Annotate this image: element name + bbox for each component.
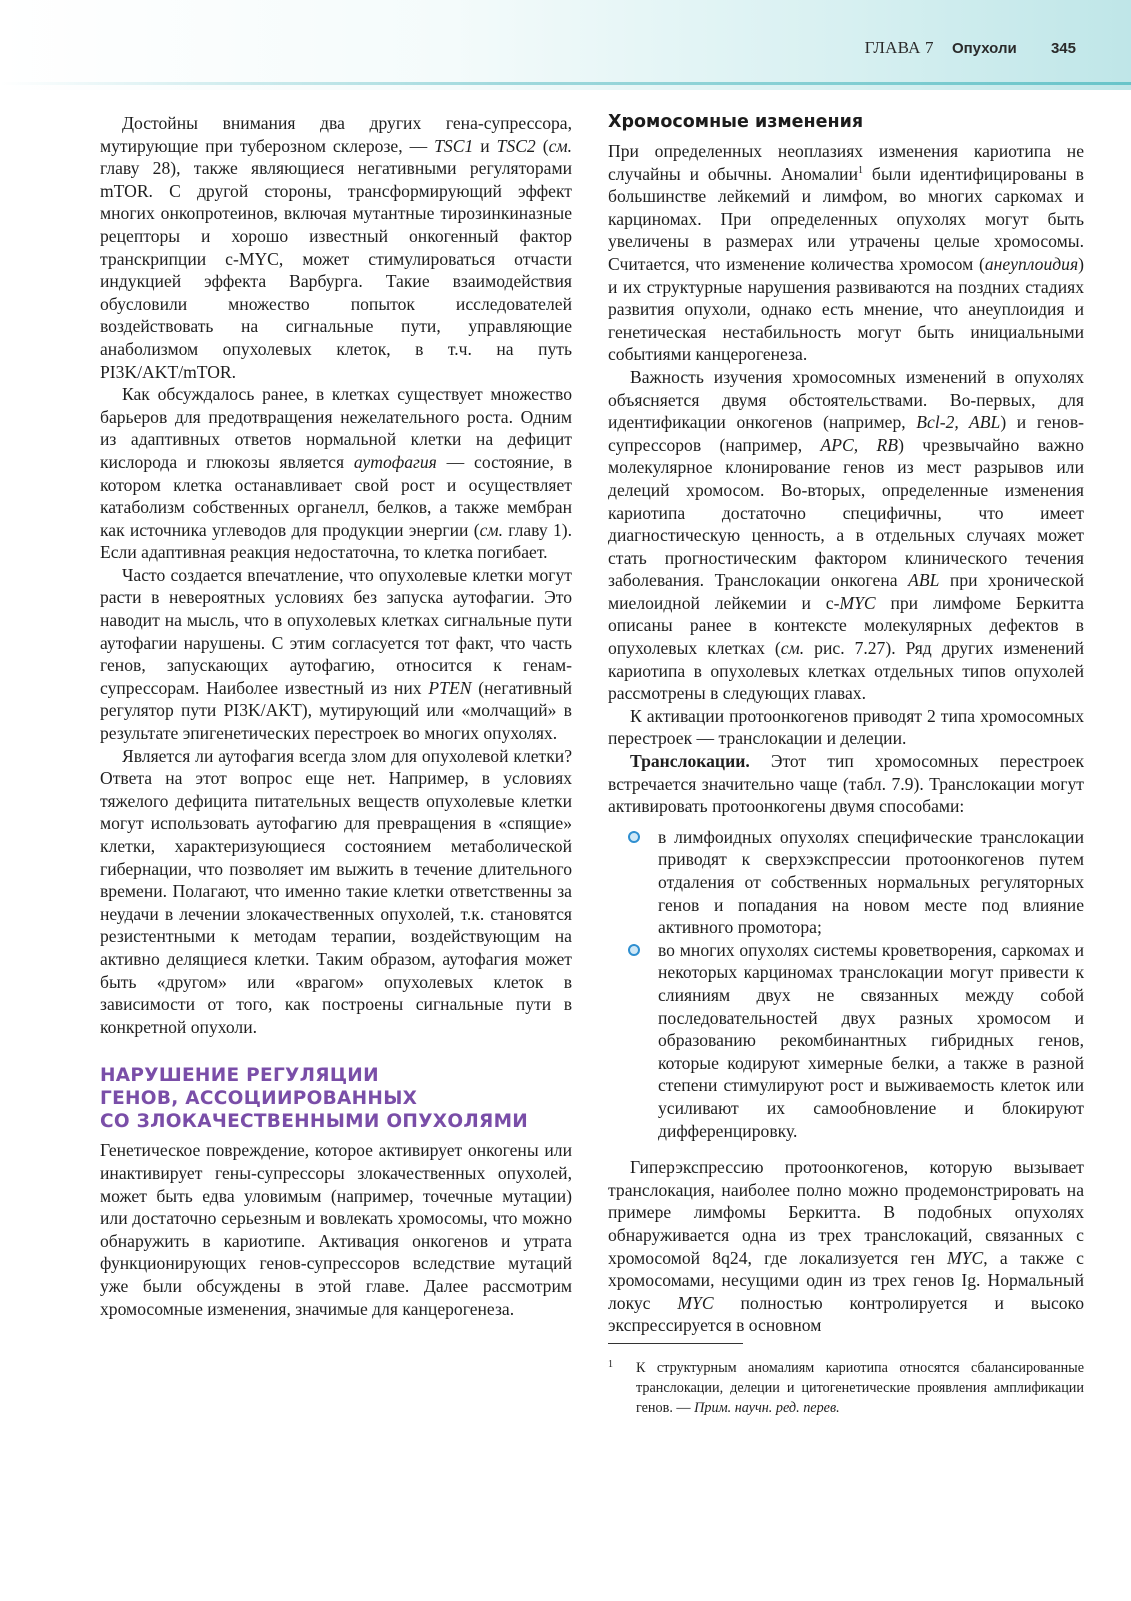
list-item-text: в лимфоидных опухолях специфические транслокации приводят к сверхэкспрессии протоонкогенов путем отдаления от собственных нормальных регуляторных генов и попадания на новом месте под влияние активного промотора;	[658, 826, 1084, 938]
paragraph: Часто создается впечатление, что опухолевые клетки могут расти в невероятных условиях без запуска аутофагии. Это наводит на мысль, что в опухолевых клетках сигнальные пути аутофагии нарушены. С этим согласуется тот факт, что часть генов, запускающих аутофагию, относится к генам-супрессорам. Наиболее известный из них PTEN (негативный регулятор пути PI3K/AKT), мутирующий или «молчащий» в результате эпигенетических перестроек во многих опухолях.	[100, 564, 572, 744]
paragraph: Генетическое повреждение, которое активирует онкогены или инактивирует гены-супрессоры злокачественных опухолей, может быть едва уловимым (например, точечные мутации) или достаточно серьезным и вовлекать хромосомы, что можно обнаружить в кариотипе. Активация онкогенов и утрата функционирующих генов-супрессоров вследствие мутаций уже были обсуждены в этой главе. Далее рассмотрим хромосомные изменения, значимые для канцерогенеза.	[100, 1140, 572, 1319]
bullet-icon	[628, 944, 640, 956]
left-column	[100, 112, 572, 1320]
bullet-list	[608, 826, 1084, 1142]
paragraph: Как обсуждалось ранее, в клетках существует множество барьеров для предотвращения нежелательного роста. Одним из адаптивных ответов нормальной клетки на дефицит кислорода и глюкозы является аутофагия — состояние, в котором клетка останавливает свой рост и осуществляет катаболизм собственных органелл, белков, а также мембран как источника углеводов для продукции энергии (см. главу 1). Если адаптивная реакция недостаточна, то клетка погибает.	[100, 384, 573, 563]
paragraph: Является ли аутофагия всегда злом для опухолевой клетки? Ответа на этот вопрос еще нет. Например, в условиях тяжелого дефицита питательных веществ опухолевые клетки могут использовать аутофагию для превращения в «спящие» клетки, характеризующиеся состоянием метаболической гибернации, что позволяет им выжить в течение длительного времени. Полагают, что именно такие клетки ответственны за неудачи в лечении злокачественных опухолей, т.к. становятся резистентными к методам терапии, воздействующим на активно делящиеся клетки. Таким образом, аутофагия может быть «другом» или «врагом» опухолевых клеток в зависимости от того, как построены сигнальные пути в конкретной опухоли.	[100, 745, 572, 1037]
running-header	[865, 38, 1076, 58]
paragraph: При определенных неоплазиях изменения кариотипа не случайны и обычны. Аномалии$^1$ были идентифицированы в большинстве лейкемий и лимфом, во многих саркомах и карциномах. При определенных опухолях могут быть увеличены в размерах или утрачены целые хромосомы. Считается, что изменение количества хромосом (анеуплоидия) и их структурные нарушения развиваются на поздних стадиях развития опухоли, однако есть мнение, что анеуплоидия и генетическая нестабильность могут быть инициальными событиями канцерогенеза.	[608, 141, 1084, 365]
footnote-mark: 1	[608, 1358, 613, 1370]
footnote-rule	[608, 1343, 743, 1344]
section-title-line: НАРУШЕНИЕ РЕГУЛЯЦИИ	[100, 1065, 379, 1087]
section-title-line: СО ЗЛОКАЧЕСТВЕННЫМИ ОПУХОЛЯМИ	[100, 1111, 529, 1133]
bullet-icon	[628, 831, 640, 843]
footnote	[608, 1358, 1084, 1418]
list-item-text: во многих опухолях системы кроветворения, саркомах и некоторых карциномах транслокации могут привести к слияниям двух не связанных между собой последовательностей двух разных хромосом и образованию рекомбинантных гибридных генов, которые кодируют химерные белки, а также в разной степени стимулируют рост и выживаемость клеток или усиливают их самообновление и блокируют дифференцировку.	[658, 939, 1084, 1141]
page-number: 345	[1050, 40, 1076, 57]
list-item	[608, 939, 1084, 1142]
section-title-line: ГЕНОВ, АССОЦИИРОВАННЫХ	[100, 1088, 418, 1110]
paragraph: Транслокации. Этот тип хромосомных перестроек встречается значительно чаще (табл. 7.9). Транслокации могут активировать протоонкогены двумя способами:	[608, 751, 1084, 817]
chapter-title: Опухоли	[951, 40, 1017, 57]
subsection-heading: Хромосомные изменения	[608, 112, 864, 132]
chapter-label: ГЛАВА 7	[864, 38, 934, 57]
right-column	[608, 110, 1084, 1418]
paragraph: К активации протоонкогенов приводят 2 типа хромосомных перестроек — транслокации и делеции.	[608, 705, 1084, 749]
list-item	[608, 826, 1084, 939]
footnote-text: К структурным аномалиям кариотипа относятся сбалансированные транслокации, делеции и цитогенетические проявления амплификации генов. — Прим. научн. ред. перев.	[636, 1359, 1084, 1416]
section-title	[100, 1064, 572, 1133]
paragraph: Важность изучения хромосомных изменений в опухолях объясняется двумя обстоятельствами. Во-первых, для идентификации онкогенов (например, Bcl-2, ABL) и генов-супрессоров (например, APC, RB) чрезвычайно важно молекулярное клонирование генов из мест разрывов или делеций хромосом. Во-вторых, определенные изменения кариотипа достаточно специфичны, что имеет диагностическую ценность, а в отдельных случаях может стать прогностическим фактором клинического течения заболевания. Транслокации онкогена ABL при хронической миелоидной лейкемии и c-MYC при лимфоме Беркитта описаны ранее в контексте молекулярных дефектов в опухолевых клетках (см. рис. 7.27). Ряд других изменений кариотипа в опухолевых клетках отдельных типов опухолей рассмотрены в следующих главах.	[608, 366, 1085, 704]
paragraph: Достойны внимания два других гена-супрессора, мутирующие при туберозном склерозе, — TSC1 и TSC2 (см. главу 28), также являющиеся негативными регуляторами mTOR. С другой стороны, трансформирующий эффект многих онкопротеинов, включая мутантные тирозинкиназные рецепторы и хорошо известный онкогенный фактор транскрипции c-MYC, может стимулироваться отчасти индукцией эффекта Варбурга. Такие взаимодействия обусловили множество попыток исследователей воздействовать на сигнальные пути, управляющие анаболизмом опухолевых клеток, в т.ч. на путь PI3K/AKT/mTOR.	[100, 113, 572, 382]
header-rule	[0, 82, 1131, 85]
paragraph: Гиперэкспрессию протоонкогенов, которую вызывает транслокация, наиболее полно можно продемонстрировать на примере лимфомы Беркитта. В подобных опухолях обнаруживается одна из трех транслокаций, связанных с хромосомой 8q24, где локализуется ген MYC, а также с хромосомами, несущими один из трех генов Ig. Нормальный локус MYC полностью контролируется и высоко экспрессируется в основном	[608, 1157, 1084, 1336]
